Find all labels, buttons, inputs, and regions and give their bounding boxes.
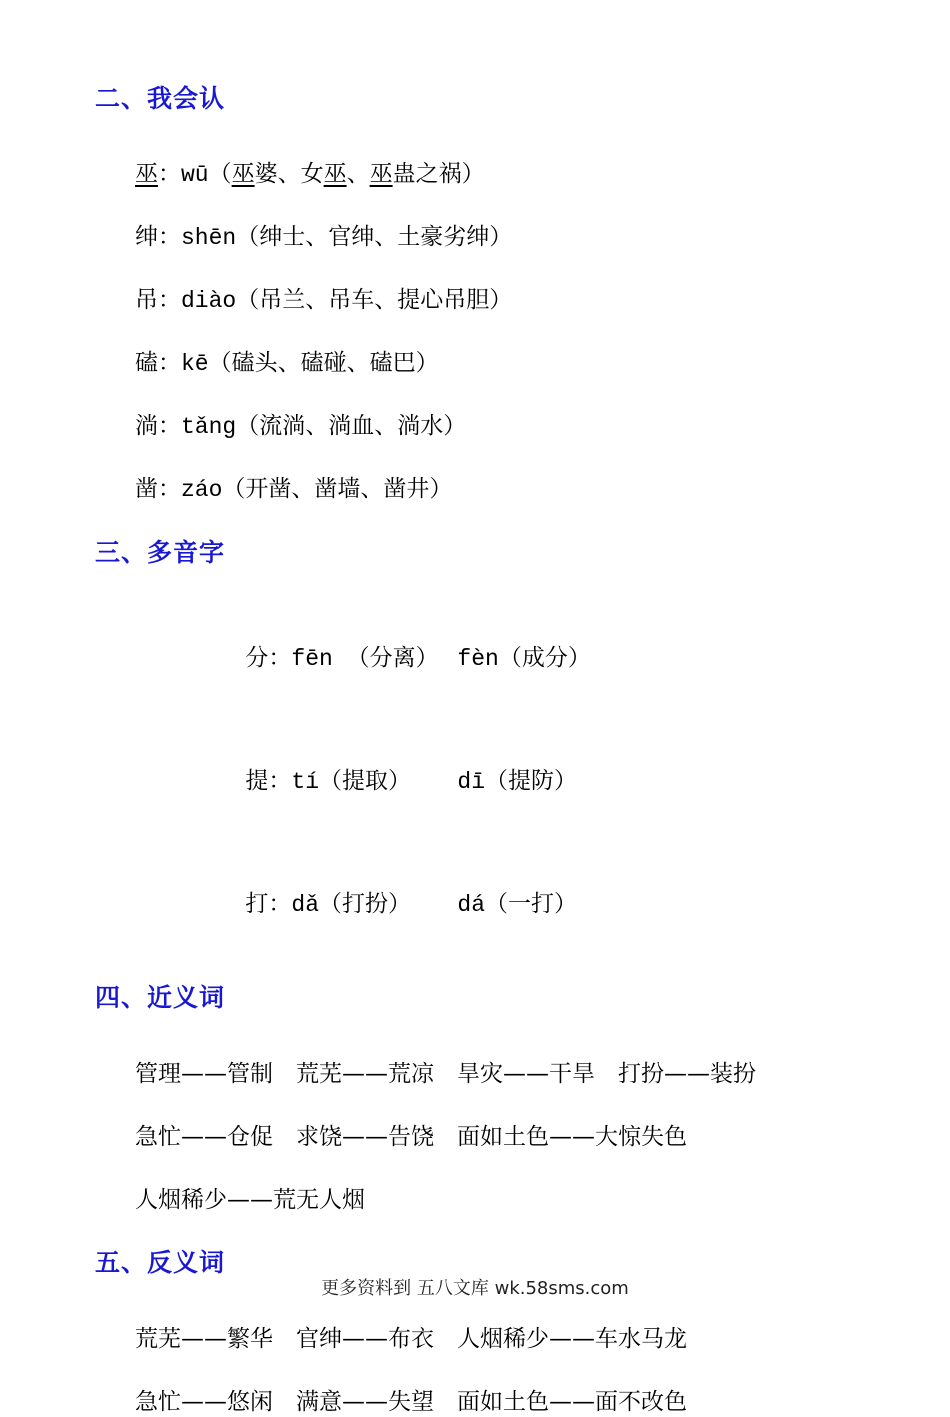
antonyms-list	[135, 1324, 910, 1417]
recognize-item: 巫：wū（巫婆、女巫、巫蛊之祸）	[135, 162, 485, 188]
synonyms-list	[135, 1059, 910, 1215]
polyphonic-row	[135, 737, 910, 827]
antonym-line: 荒芜——繁华 官绅——布衣 人烟稀少——车水马龙	[135, 1326, 687, 1352]
synonym-line: 管理——管制 荒芜——荒凉 旱灾——干旱 打扮——装扮	[135, 1061, 756, 1087]
recognize-list	[135, 160, 910, 505]
synonym-line: 人烟稀少——荒无人烟	[135, 1187, 365, 1213]
section-recognize	[95, 84, 910, 505]
polyphonic-row	[135, 614, 910, 704]
pinyin-variant-right: dá（一打）	[457, 892, 578, 918]
section-title-synonyms: 四、近义词	[95, 983, 226, 1012]
recognize-item: 磕：kē（磕头、磕碰、磕巴）	[135, 351, 439, 377]
section-synonyms	[95, 983, 910, 1215]
polyphonic-list	[135, 614, 910, 950]
pinyin-variant-left: 提：tí（提取）	[245, 769, 412, 795]
recognize-item: 凿：záo（开凿、凿墙、凿井）	[135, 477, 453, 503]
pinyin-variant-left: 分：fēn （分离）	[245, 646, 439, 672]
synonym-line: 急忙——仓促 求饶——告饶 面如土色——大惊失色	[135, 1124, 687, 1150]
section-title-recognize: 二、我会认	[95, 84, 226, 113]
section-antonyms	[95, 1248, 910, 1417]
antonym-line: 急忙——悠闲 满意——失望 面如土色——面不改色	[135, 1389, 687, 1415]
recognize-item: 绅：shēn（绅士、官绅、土豪劣绅）	[135, 225, 513, 251]
pinyin-variant-right: dī（提防）	[457, 769, 578, 795]
recognize-item: 吊：diào（吊兰、吊车、提心吊胆）	[135, 288, 513, 314]
footer-text: 更多资料到 五八文库 wk.58sms.com	[321, 1278, 629, 1299]
pinyin-variant-left: 打：dǎ（打扮）	[245, 892, 412, 918]
footer	[0, 1277, 950, 1301]
section-title-antonyms: 五、反义词	[95, 1248, 226, 1277]
section-polyphonic	[95, 538, 910, 950]
recognize-item: 淌：tǎng（流淌、淌血、淌水）	[135, 414, 467, 440]
polyphonic-row	[135, 860, 910, 950]
section-title-polyphonic: 三、多音字	[95, 538, 226, 567]
pinyin-variant-right: fèn（成分）	[457, 646, 591, 672]
